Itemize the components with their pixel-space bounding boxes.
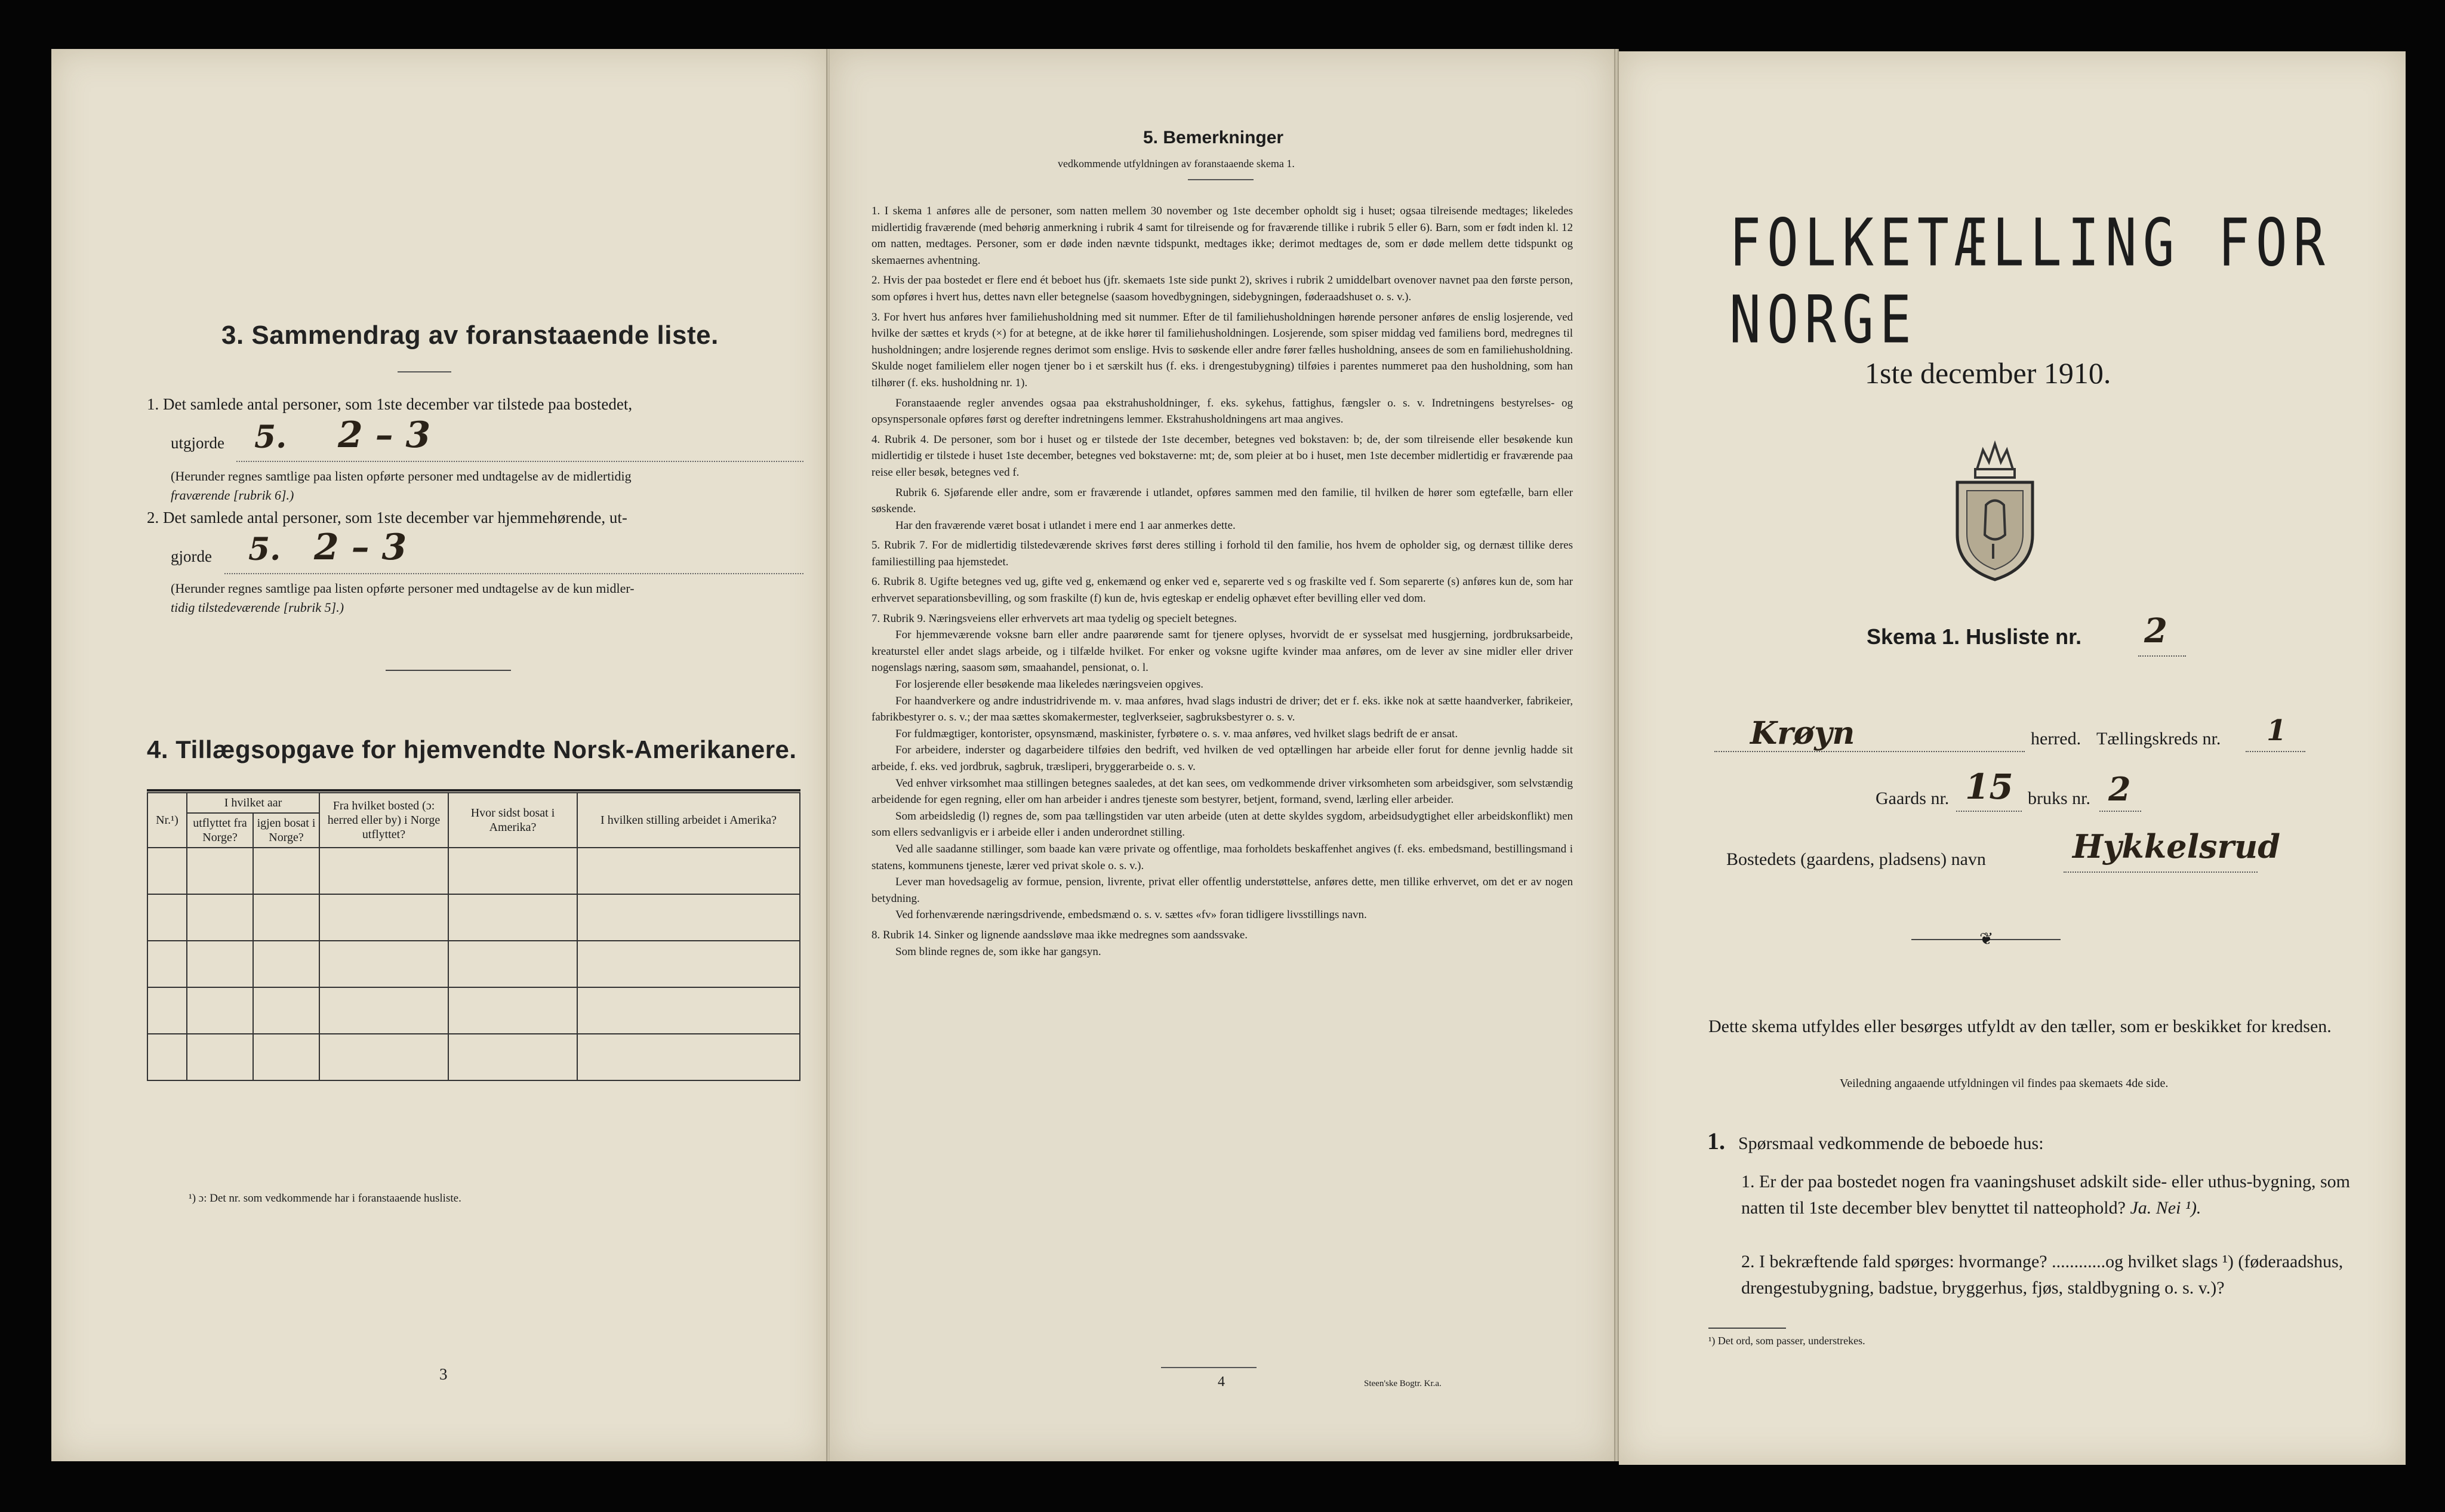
dotted-line [224, 573, 803, 574]
gaards-label: Gaards nr. [1876, 789, 1950, 808]
page-number: 4 [1218, 1374, 1225, 1390]
divider [386, 670, 511, 671]
table-row [147, 941, 800, 987]
col-utflyttet: utflyttet fra Norge? [187, 813, 253, 848]
intro-text: Dette skema utfyldes eller besørges utfyldt av den tæller, som er beskikket for kredsen. [1708, 1017, 2332, 1036]
item2-text: 2. Det samlede antal personer, som 1ste december var hjemmehørende, ut- [147, 509, 627, 526]
bosted-handwritten: Hykkelsrud [2073, 827, 2280, 866]
remark-paragraph: 7. Rubrik 9. Næringsveiens eller erhvervets art maa tydelig og specielt betegnes. [872, 612, 1237, 625]
item2-note1: (Herunder regnes samtlige paa listen opførte personer med undtagelse av de kun midler- [171, 581, 635, 596]
dotted-line [1714, 751, 2025, 752]
table-row [147, 1034, 800, 1080]
remark-paragraph: 6. Rubrik 8. Ugifte betegnes ved ug, gifte ved g, enkemænd og enker ved e, separerte ved s og fraskilte ved f. Som separerte (s) anføres kun de, som har erhvervet separationsbevilling, og som fraskilte (f) kun de, hvis egteskap er endelig ophævet efter bevilling eller ved dom. [872, 575, 1573, 605]
bruks-label: bruks nr. [2028, 789, 2090, 808]
remark-paragraph: 4. Rubrik 4. De personer, som bor i huset og er tilstede der 1ste december, betegnes ved bokstaven: b; de, der som tilreisende eller besøkende kun midlertidig er tilstede i huset 1ste december, betegnes ved bokstaverne: mt; de, som pleier at bo i huset, men 1ste december midlertidig er fraværende paa reise eller besøk, betegnes ved f. [872, 433, 1573, 479]
husliste-number: 2 [2144, 611, 2167, 651]
section4-title: 4. Tillægsopgave for hjemvendte Norsk-Amerikanere. [147, 735, 797, 763]
dotted-line [236, 461, 803, 462]
table-rule [147, 789, 800, 792]
remark-paragraph: Som arbeidsledig (l) regnes de, som paa tællingstiden var uten arbeide (uten at dette skyldes sygdom, arbeidsudygtighet eller arbeidskonflikt) men som ellers sedvanligvis er i arbeide eller i anden underordnet stilling. [872, 809, 1573, 839]
item1-text: 1. Det samlede antal personer, som 1ste december var tilstede paa bostedet, [147, 395, 633, 413]
remark-paragraph: 2. Hvis der paa bostedet er flere end ét beboet hus (jfr. skemaets 1ste side punkt 2), skrives i rubrik 2 umiddelbart ovenover navnet paa den første person, som opføres i hvert hus, dettes navn eller betegnelse (saasom hovedbygningen, sidebygningen, føderaadshuset o. s. v.). [872, 274, 1573, 303]
col-igjen: igjen bosat i Norge? [253, 813, 319, 848]
question-1-answer: Ja. Nei ¹). [2130, 1198, 2201, 1218]
remark-paragraph: Ved forhenværende næringsdrivende, embedsmænd o. s. v. sættes «fv» foran tidligere livsstillings navn. [895, 909, 1367, 922]
remark-paragraph: Ved alle saadanne stillinger, som baade kan være private og offentlige, maa forholdets beskaffenhet angives (f. eks. embedsmand, bestillingsmand i statens, kommunens tjeneste, lærer ved privat skole o. s. v.). [872, 842, 1573, 872]
questions-number: 1. [1707, 1128, 1725, 1154]
col-fra: Fra hvilket bosted (ɔ: herred eller by) i Norge utflyttet? [319, 793, 448, 848]
intro-note: Veiledning angaaende utfyldningen vil findes paa skemaets 4de side. [1840, 1077, 2169, 1090]
form-date: 1ste december 1910. [1865, 356, 2111, 390]
table-row [147, 894, 800, 941]
divider [1188, 179, 1254, 180]
remark-paragraph: 3. For hvert hus anføres hver familiehusholdning med sit nummer. Efter de til familiehusholdningen hørende personer anføres de enslig losjerende, ved hvilke der sættes et kryds (×) for at betegne, at de ikke hører til familiehusholdningen. Losjerende, som spiser middag ved familiens bord, medregnes til husholdningen; andre losjerende regnes derimot som enslige. Hvis to søskende eller andre fører fælles husholdning, ansees de som en familiehusholdning. Skulde noget familielem eller nogen tjener bo i et særskilt hus (f. eks. i drengestubygning) tilføies i parentes nummeret paa den husholdning, som han tilhører (f. eks. husholdning nr. 1). [872, 310, 1573, 389]
coat-of-arms-icon [1950, 433, 2040, 583]
item1-prefix: utgjorde [171, 434, 224, 452]
remark-paragraph: Lever man hovedsagelig av formue, pension, livrente, privat eller offentlig understøttelse, anføres dette, men tillike erhvervet, om det er av nogen betydning. [872, 876, 1573, 905]
page-middle [830, 49, 1614, 1461]
question-1 [1741, 1169, 2350, 1221]
remarks-subtitle: vedkommende utfyldningen av foranstaaende skema 1. [1058, 158, 1295, 170]
remark-paragraph: For fuldmægtiger, kontorister, opsynsmænd, maskinister, fyrbøtere o. s. v. maa anføres, ved hvilket slags bedrift de er ansat. [895, 727, 1458, 740]
skema-label: Skema 1. Husliste nr. [1867, 624, 2082, 649]
remark-paragraph: For hjemmeværende voksne barn eller andre paarørende samt for tjenere oplyses, hvorvidt de er sysselsat med husgjerning, jordbruksarbeide, kreaturstel eller andet slags arbeide, og i tilfælde hvilket. For enker og voksne ugifte kvinder maa anføres, om de lever av sine midler eller driver nogenslags næring, saasom søm, smaahandel, pensionat, o. l. [872, 629, 1573, 675]
table-row [147, 848, 800, 894]
footnote: ¹) ɔ: Det nr. som vedkommende har i foranstaaende husliste. [189, 1192, 461, 1205]
remarks-title: 5. Bemerkninger [1143, 128, 1284, 147]
remark-paragraph: Rubrik 6. Sjøfarende eller andre, som er fraværende i utlandet, opføres sammen med den familie, til hvilken de hører som egtefælle, barn eller søskende. [872, 486, 1573, 516]
col-stilling: I hvilken stilling arbeidet i Amerika? [577, 793, 800, 848]
footnote: ¹) Det ord, som passer, understrekes. [1708, 1335, 1865, 1347]
herred-handwritten: Krøyn [1750, 715, 1855, 752]
bruks-number: 2 [2108, 770, 2131, 808]
remarks-body [872, 203, 1573, 963]
remark-paragraph: 5. Rubrik 7. For de midlertidig tilstedeværende skrives først deres stilling i forhold til den familie, hos hvem de opholder sig, og dernæst tillike deres familiestilling paa hjemstedet. [872, 539, 1573, 568]
remark-paragraph: Som blinde regnes de, som ikke har gangsyn. [895, 945, 1101, 958]
divider [398, 371, 451, 372]
ornament-icon: ❦ [1979, 930, 1994, 949]
remark-paragraph: 1. I skema 1 anføres alle de personer, som natten mellem 30 november og 1ste december opholdt sig i huset; ogsaa tilreisende medtages; likeledes midlertidig fraværende (med behørig anmerkning i rubrik 4 samt for tilreisende og for fraværende tillike i rubrik 5 eller 6). Barn, som er født inden kl. 12 om natten, medtages. Personer, som er døde inden nævnte tidspunkt, medtages ikke; derimot medtages de, som er døde mellem dette tidspunkt og skemaernes avhentning. [872, 205, 1573, 267]
item2-prefix: gjorde [171, 547, 212, 565]
remark-paragraph: Har den fraværende været bosat i utlandet i mere end 1 aar anmerkes dette. [895, 519, 1236, 532]
table-header-row [147, 793, 800, 813]
remark-paragraph: For haandverkere og andre industridrivende m. v. maa anføres, hvad slags industri de driver; det er f. eks. ikke nok at sætte haandverker, fabrikeier, fabrikbestyrer o. s. v.; der maa sættes skomakermester, teglverkseier, sagbruksbestyrer o. s. v. [872, 694, 1573, 724]
remark-paragraph: For arbeidere, inderster og dagarbeidere tilføies den bedrift, ved hvilken de ved optællingen har arbeide eller forut for denne jevnlig hadde sit arbeide, f. eks. ved jordbruk, sagbruk, træsliperi, bryggerarbeide o. s. v. [872, 744, 1573, 773]
page-fold [1614, 49, 1619, 1461]
item1-handwritten: 2 – 3 [338, 414, 431, 456]
divider [1708, 1328, 1786, 1329]
question-1-text: 1. Er der paa bostedet nogen fra vaaningshuset adskilt side- eller uthus-bygning, som natten til 1ste december blev benyttet til natteophold? [1741, 1172, 2350, 1218]
norsk-amerikanere-table [147, 792, 800, 1081]
col-hvor: Hvor sidst bosat i Amerika? [448, 793, 577, 848]
remark-paragraph: 8. Rubrik 14. Sinker og lignende aandssløve maa ikke medregnes som aandssvake. [872, 928, 1248, 941]
remark-paragraph: Ved enhver virksomhet maa stillingen betegnes saaledes, at det kan sees, om vedkommende driver virksomheten som arbeidsgiver, som selvstændig arbeidende for egen regning, eller om han arbeider i andres tjeneste som bestyrer, betjent, formand, svend, lærling eller arbeider. [872, 777, 1573, 806]
item2-handwritten: 2 – 3 [314, 526, 407, 568]
table-row [147, 987, 800, 1034]
remark-paragraph: Foranstaaende regler anvendes ogsaa paa ekstrahusholdninger, f. eks. sykehus, fattighus, fængsler o. s. v. Indretningens bestyrelses- og opsynspersonale opføres først og derefter indretningens lemmer. Ekstrahusholdningens art maa angives. [872, 396, 1573, 426]
dotted-line [2138, 655, 2186, 657]
question-2: 2. I bekræftende fald spørges: hvormange? ............og hvilket slags ¹) (føderaadshus, drengestubygning, badstue, bryggerhus, fjøs, staldbygning o. s. v.)? [1741, 1252, 2344, 1298]
gaards-number: 15 [1965, 766, 2013, 807]
page-left [51, 49, 827, 1461]
divider [1161, 1367, 1257, 1368]
form-title: FOLKETÆLLING FOR NORGE [1729, 204, 2331, 358]
page-number: 3 [439, 1365, 448, 1383]
page-right [1619, 51, 2406, 1465]
dotted-line [2064, 872, 2258, 873]
item1-value: 5. [254, 419, 287, 455]
col-group: I hvilket aar [187, 793, 319, 813]
item2-note2: tidig tilstedeværende [rubrik 5].) [171, 600, 344, 615]
herred-label: herred. [2031, 729, 2081, 749]
kreds-label: Tællingskreds nr. [2096, 729, 2221, 749]
dotted-line [2099, 811, 2141, 812]
item2-value: 5. [248, 531, 281, 568]
dotted-line [2246, 751, 2305, 752]
remark-paragraph: For losjerende eller besøkende maa likeledes næringsveien opgives. [895, 678, 1204, 691]
questions-heading: Spørsmaal vedkommende de beboede hus: [1738, 1134, 2044, 1153]
kreds-number: 1 [2267, 714, 2287, 747]
item1-note1: (Herunder regnes samtlige paa listen opførte personer med undtagelse av de midlertidig [171, 469, 632, 484]
bosted-label: Bostedets (gaardens, pladsens) navn [1726, 849, 1986, 869]
dotted-line [1956, 811, 2022, 812]
section3-title: 3. Sammendrag av foranstaaende liste. [221, 321, 719, 350]
item1-note2: fraværende [rubrik 6].) [171, 488, 294, 503]
col-nr: Nr.¹) [147, 793, 187, 848]
printer-mark: Steen'ske Bogtr. Kr.a. [1364, 1379, 1442, 1388]
